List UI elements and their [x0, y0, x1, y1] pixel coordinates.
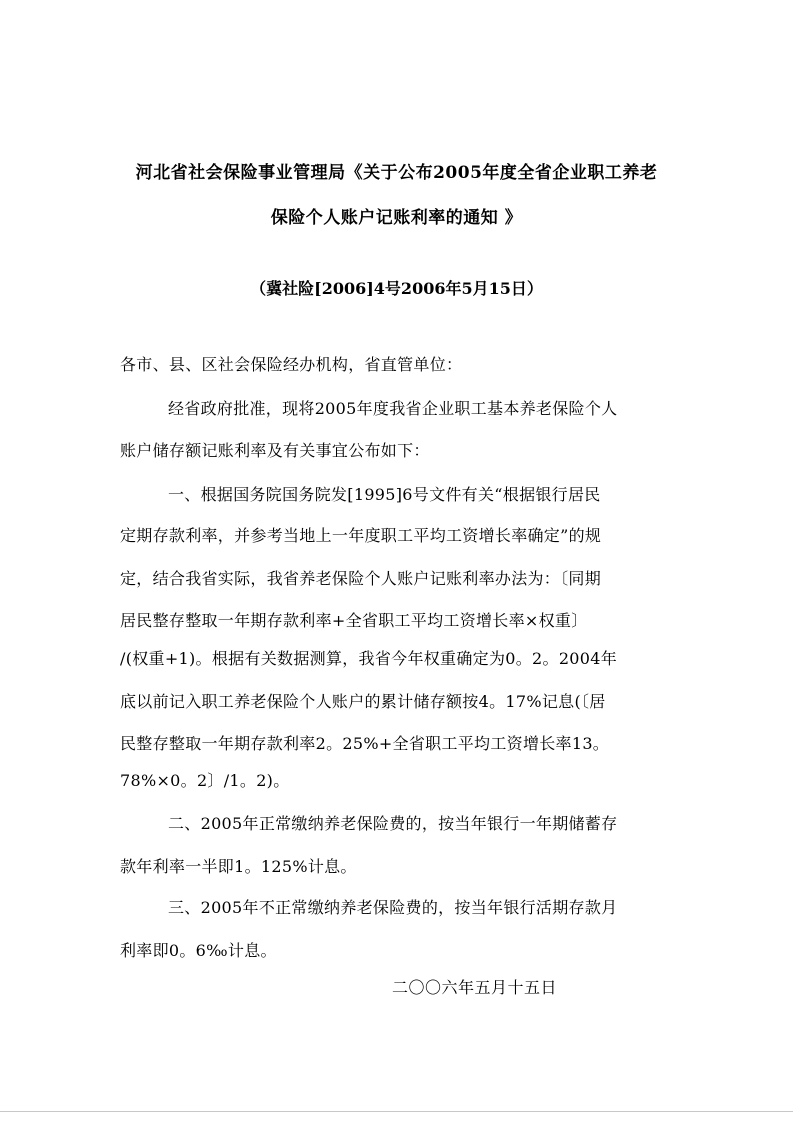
- body-line: 经省政府批准，现将2005年度我省企业职工基本养老保险个人: [168, 399, 618, 418]
- body-line: 账户储存额记账利率及有关事宜公布如下：: [120, 441, 430, 460]
- body-line: 定期存款利率，并参考当地上一年度职工平均工资增长率确定”的规: [120, 526, 602, 545]
- body-line: 底以前记入职工养老保险个人账户的累计储存额按4。17%记息(〔居: [120, 692, 606, 711]
- document-date: 二〇〇六年五月十五日: [392, 978, 558, 997]
- body-line: 民整存整取一年期存款利率2。25%+全省职工平均工资增长率13。: [120, 734, 610, 753]
- body-line: 二、2005年正常缴纳养老保险费的，按当年银行一年期储蓄存: [168, 814, 618, 833]
- document-title-line-2: 保险个人账户记账利率的通知 》: [270, 208, 523, 228]
- body-line: 款年利率一半即1。125%计息。: [120, 857, 357, 876]
- salutation: 各市、县、区社会保险经办机构，省直管单位：: [120, 355, 463, 374]
- body-line: /(权重+1)。根据有关数据测算，我省今年权重确定为0。2。2004年: [120, 649, 618, 668]
- body-line: 三、2005年不正常缴纳养老保险费的，按当年银行活期存款月: [168, 898, 618, 917]
- body-line: 居民整存整取一年期存款利率+全省职工平均工资增长率×权重〕: [120, 611, 588, 630]
- document-reference: （冀社险[2006]4号2006年5月15日）: [250, 279, 543, 298]
- body-line: 一、根据国务院国务院发[1995]6号文件有关“根据银行居民: [168, 485, 601, 504]
- page-bottom-divider: [0, 1111, 793, 1112]
- document-title-line-1: 河北省社会保险事业管理局《关于公布2005年度全省企业职工养老: [135, 163, 658, 183]
- body-line: 定，结合我省实际，我省养老保险个人账户记账利率办法为：〔同期: [120, 569, 602, 588]
- body-line: 78%×0。2〕/1。2)。: [120, 771, 290, 790]
- body-line: 利率即0。6‰计息。: [120, 941, 277, 960]
